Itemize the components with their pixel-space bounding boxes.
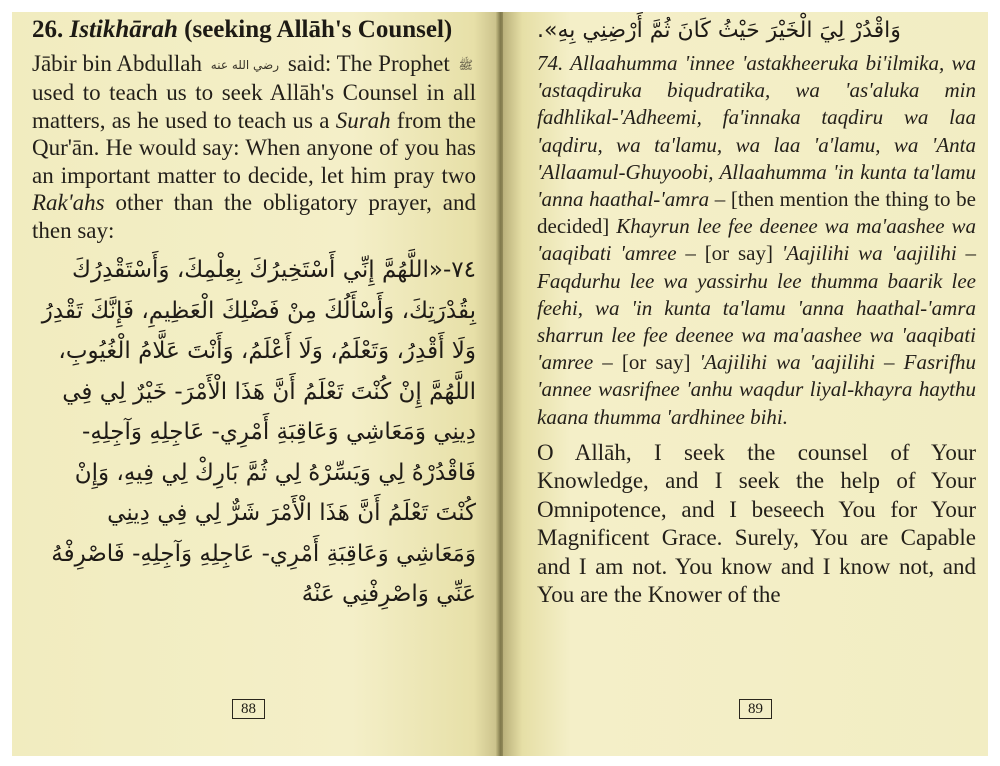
page-number: 89	[739, 699, 772, 719]
transliteration	[537, 50, 976, 431]
open-book	[12, 12, 988, 756]
rakahs-term: Rak'ahs	[32, 190, 105, 216]
intro-text-2: said: The Prophet	[282, 51, 456, 76]
intro-text-4: from the Qur'ān. He would say: When anyone of you has an important matter to decide, let him pray two	[32, 107, 477, 188]
chapter-term: Istikhārah	[69, 16, 178, 43]
translit-part-e: 'Aajilihi wa 'aajilihi – Faqdurhu lee wa yassirhu lee thumma baarik lee feehi, wa 'in kunta ta'lamu 'anna haathal-'amra sharrun lee fee deenee wa ma'aashee wa 'aaqibati 'amree –	[537, 241, 976, 375]
arabic-continuation: وَاقْدُرْ لِيَ الْخَيْرَ حَيْثُ كَانَ ثُمَّ أَرْضِنِي بِهِ».	[537, 18, 901, 43]
translit-part-c: Khayrun lee fee deenee wa ma'aashee wa 'aaqibati 'amree –	[537, 214, 976, 266]
english-translation: O Allāh, I seek the counsel of Your Knowledge, and I seek the help of Your Omnipotence, and I beseech You for Your Magnificent Grace. Surely, You are Capable and I am not. You know and I know not, and You are the Knower of the	[537, 439, 976, 608]
intro-text-1: Jābir bin Abdullah	[32, 51, 208, 76]
translit-part-g: 'Aajilihi wa 'aajilihi – Fasrifhu 'annee wasrifnee 'anhu waqdur liyal-khayra haythu kaana thumma 'ardhinee bihi.	[537, 350, 976, 429]
translit-note-mention: [then mention the thing to be decided]	[537, 187, 976, 239]
intro-text-3: used to teach us to seek Allāh's Counsel in all matters, as he used to teach us a	[32, 80, 476, 133]
surah-term: Surah	[335, 107, 391, 133]
chapter-heading	[32, 16, 476, 44]
chapter-subtitle: (seeking Allāh's Counsel)	[184, 16, 453, 43]
arabic-supplication: ٧٤-«اللَّهُمَّ إِنِّي أَسْتَخِيرُكَ بِعِلْمِكَ، وَأَسْتَقْدِرُكَ بِقُدْرَتِكَ، وَأَسْأَلُكَ مِنْ فَضْلِكَ الْعَظِيمِ، فَإِنَّكَ تَقْدِرُ وَلَا أَقْدِرُ، وَتَعْلَمُ، وَلَا أَعْلَمُ، وَأَنْتَ عَلَّامُ الْغُيُوبِ، اللَّهُمَّ إِنْ كُنْتَ تَعْلَمُ أَنَّ هَذَا الْأَمْرَ- خَيْرٌ لِي فِي دِينِي وَمَعَاشِي وَعَاقِبَةِ أَمْرِي- عَاجِلِهِ وَآجِلِهِ- فَاقْدُرْهُ لِي وَيَسِّرْهُ لِي ثُمَّ بَارِكْ لِي فِيهِ، وَإِنْ كُنْتَ تَعْلَمُ أَنَّ هَذَا الْأَمْرَ شَرٌّ لِي فِي دِينِي وَمَعَاشِي وَعَاقِبَةِ أَمْرِي- عَاجِلِهِ وَآجِلِهِ- فَاصْرِفْهُ عَنِّي وَاصْرِفْنِي عَنْهُ	[41, 257, 476, 608]
translit-part-a: 74. Allaahumma 'innee 'astakheeruka bi'ilmika, wa 'astaqdiruka biqudratika, wa 'as'aluka min fadhlikal-'Adheemi, fa'innaka taqdiru wa laa 'aqdiru, wa ta'lamu, wa laa 'a'lamu, wa 'Anta 'Allaamul-Ghuyoobi, Allaahumma 'in kunta ta'lamu 'anna haathal-'amra –	[537, 51, 976, 212]
honorific-glyph: رضي الله عنه	[210, 57, 280, 72]
left-page	[12, 12, 498, 756]
intro-text-5: other than the obligatory prayer, and then say:	[32, 190, 476, 243]
page-number: 88	[232, 699, 265, 719]
right-page	[503, 12, 988, 756]
translit-note-or-say-1: [or say]	[695, 241, 782, 266]
intro-paragraph	[32, 50, 476, 244]
chapter-number: 26.	[32, 16, 64, 43]
translit-note-or-say-2: [or say]	[612, 350, 700, 375]
salutation-glyph: ﷺ	[458, 57, 473, 72]
